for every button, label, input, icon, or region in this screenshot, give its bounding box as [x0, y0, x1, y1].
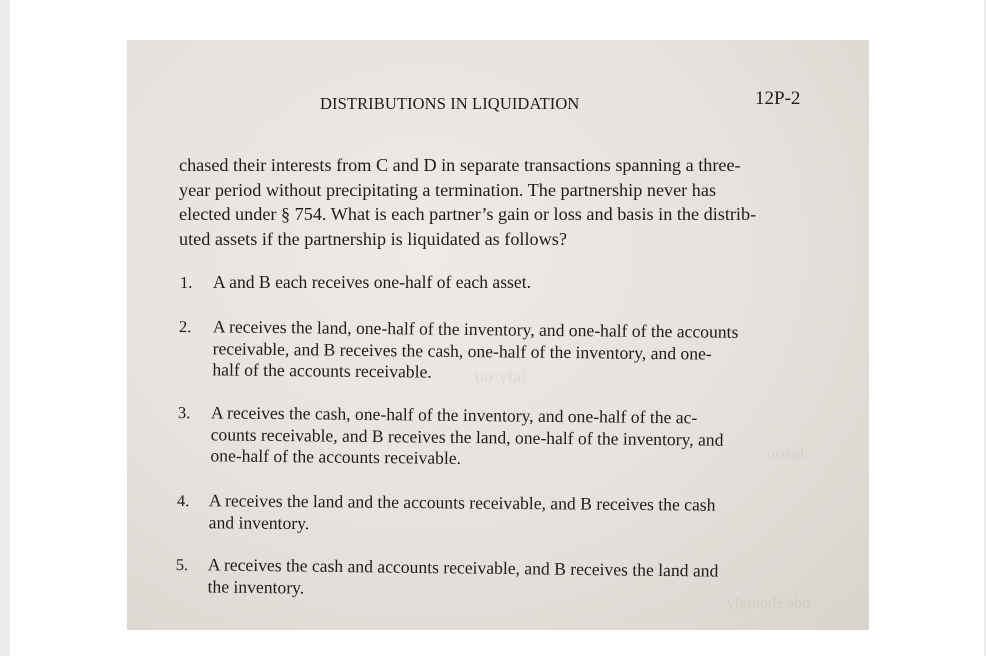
list-item-text [212, 316, 738, 386]
list-item-line: half of the accounts receivable. [212, 359, 432, 382]
list-item-line: counts receivable, and B receives the land, one-half of the inventory, and [210, 423, 724, 450]
bleed-through-text: uo·ytai [475, 366, 526, 386]
list-item-number: 4. [176, 490, 190, 511]
paragraph-line: chased their interests from C and D in separate transactions spanning a three- [179, 155, 741, 175]
list-item-number: 5. [175, 554, 189, 575]
bleed-through-text: ooaul [767, 444, 805, 463]
list-item-text [213, 272, 531, 294]
list-item-number: 2. [178, 316, 192, 337]
list-item-line: A receives the land and the accounts receivable, and B receives the cash [208, 490, 716, 515]
bleed-through-text: ylgmotle sbo [727, 595, 811, 612]
list-item-text [210, 402, 723, 472]
list-item-line: A receives the cash and accounts receivable, and B receives the land and [207, 554, 719, 581]
list-item-line: the inventory. [207, 575, 305, 598]
paragraph-line: uted assets if the partnership is liquidated as follows? [179, 228, 567, 249]
list-item-number: 3. [177, 402, 191, 423]
list-item-line: A receives the land, one-half of the inventory, and one-half of the accounts [212, 316, 739, 342]
page-number: 12P-2 [755, 88, 801, 109]
left-border [0, 0, 10, 656]
paragraph-line: elected under § 754. What is each partner’s gain or loss and basis in the distrib- [179, 204, 757, 224]
list-item-number: 1. [180, 273, 193, 292]
list-item-line: A receives the cash, one-half of the inventory, and one-half of the ac- [210, 402, 698, 428]
list-item-text [207, 554, 718, 603]
paragraph-line: year period without precipitating a termination. The partnership never has [179, 179, 717, 200]
list-item-line: receivable, and B receives the cash, one-half of the inventory, and one- [212, 337, 712, 364]
document-photo [127, 40, 869, 630]
list-item-line: and inventory. [208, 511, 310, 533]
list-item-text [209, 490, 716, 537]
running-header: DISTRIBUTIONS IN LIQUIDATION [320, 94, 580, 113]
intro-paragraph [179, 153, 801, 251]
list-item-line: A and B each receives one-half of each asset. [213, 272, 532, 292]
list-item-line: one-half of the accounts receivable. [210, 445, 462, 468]
